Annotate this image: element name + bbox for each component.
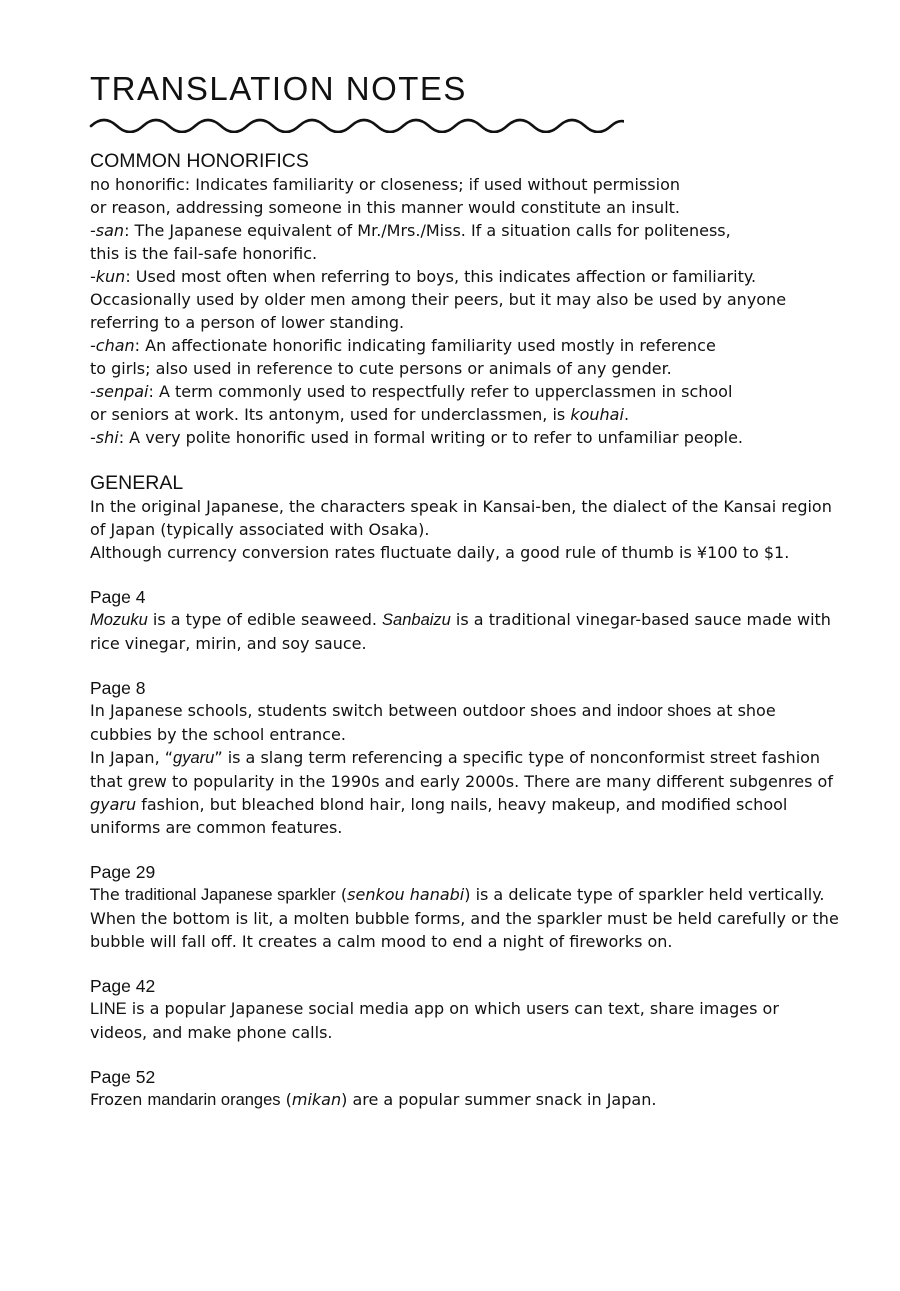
honorifics-list [90,173,840,449]
honorifics-heading: COMMON HONORIFICS [90,150,309,172]
honorific-kun-line2: Occasionally used by older men among their peers, but it may also be used by anyone [90,290,787,309]
note-paragraph: Mozuku is a type of edible seaweed. Sanbaizu is a traditional vinegar-based sauce made with rice vinegar, mirin, and soy sauce. [90,610,831,653]
honorific-term: -shi [90,428,119,447]
honorific-none-line2: or reason, addressing someone in this manner would constitute an insult. [90,198,680,217]
general-heading: GENERAL [90,472,184,494]
general-section [90,471,840,564]
note-heading: Page 42 [90,976,156,996]
note-paragraph: LINE is a popular Japanese social media app on which users can text, share images or videos, and make phone calls. [90,999,779,1042]
honorific-term: -kun [90,267,126,286]
note-paragraph: The traditional Japanese sparkler (senkou hanabi) is a delicate type of sparkler held vertically. When the bottom is lit, a molten bubble forms, and the sparkler must be held carefully or the bubble will fall off. It creates a calm mood to end a night of fireworks on. [90,885,839,951]
honorific-term: no honorific [90,175,185,194]
page-title: TRANSLATION NOTES [90,70,467,107]
honorific-term: -san [90,221,125,240]
honorific-san-line1: -san: The Japanese equivalent of Mr./Mrs./Miss. If a situation calls for politeness, [90,221,731,240]
note-paragraph: In Japanese schools, students switch between outdoor shoes and indoor shoes at shoe cubbies by the school entrance. [90,701,776,744]
honorific-chan-line2: to girls; also used in reference to cute persons or animals of any gender. [90,359,672,378]
note-heading: Page 8 [90,678,146,698]
general-paragraph: In the original Japanese, the characters speak in Kansai-ben, the dialect of the Kansai region of Japan (typically associated with Osaka). [90,497,832,539]
honorific-san-line2: this is the fail-safe honorific. [90,244,318,263]
honorific-senpai-line1: -senpai: A term commonly used to respectfully refer to upperclassmen in school [90,382,733,401]
page-52-note [90,1066,840,1112]
honorific-senpai-line2: or seniors at work. Its antonym, used for underclassmen, is kouhai. [90,405,630,424]
note-paragraph: In Japan, “gyaru” is a slang term referencing a specific type of nonconformist street fashion that grew to popularity in the 1990s and early 2000s. There are many different subgenres of gyaru fashion, but bleached blond hair, long nails, heavy makeup, and modified school uniforms are common features. [90,748,833,837]
honorific-shi-line1: -shi: A very polite honorific used in formal writing or to refer to unfamiliar people. [90,428,744,447]
honorific-term: -senpai [90,382,149,401]
honorific-kun-line3: referring to a person of lower standing. [90,313,405,332]
page-4-note [90,586,840,655]
page-29-note [90,861,840,953]
honorific-chan-line1: -chan: An affectionate honorific indicating familiarity used mostly in reference [90,336,716,355]
note-heading: Page 29 [90,862,156,882]
general-paragraph: Although currency conversion rates fluctuate daily, a good rule of thumb is ¥100 to $1. [90,543,790,562]
honorific-none-line1: no honorific: Indicates familiarity or closeness; if used without permission [90,175,681,194]
note-heading: Page 52 [90,1067,156,1087]
page-42-note [90,975,840,1044]
wavy-divider [89,117,624,133]
honorific-kun-line1: -kun: Used most often when referring to boys, this indicates affection or familiarity. [90,267,757,286]
note-paragraph: Frozen mandarin oranges (mikan) are a popular summer snack in Japan. [90,1090,657,1109]
page-8-note [90,677,840,839]
note-heading: Page 4 [90,587,146,607]
honorific-term: -chan [90,336,135,355]
